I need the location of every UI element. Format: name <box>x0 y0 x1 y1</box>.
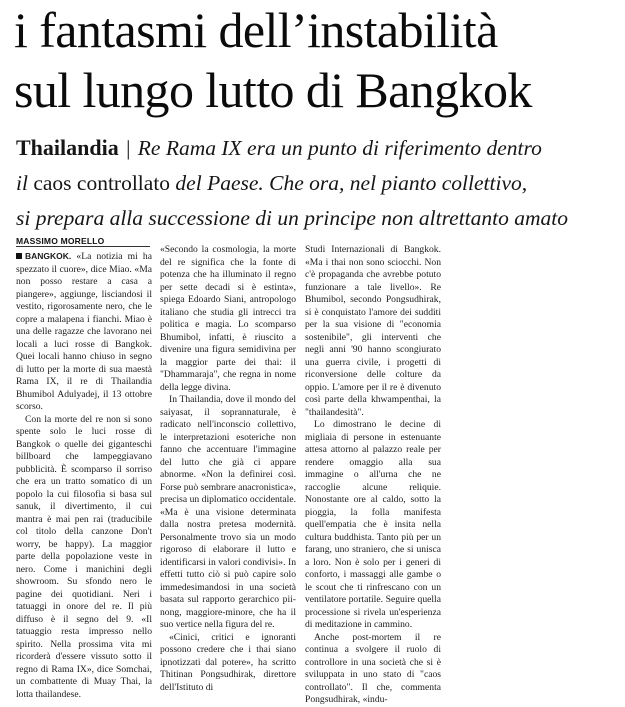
column-1 <box>16 250 152 701</box>
headline-line-2: sul lungo lutto di Bangkok <box>14 62 532 118</box>
paragraph: In Thailandia, dove il mondo del saiyasat, il soprannaturale, è radicato nell'inconscio collettivo, le interpretazioni esoteriche non fanno che accentuare l'immagine del lutto che già ci appare abnorme. «Non la definirei così. Forse può sembrare anacronistica», precisa un diplomatico occidentale. «Ma è una visione determinata dalla nostra pretesa modernità. Personalmente trovo sia un modo rigoroso di elaborare il lutto e identificarsi in valori condivisi». In effetti tutto ciò si può capire solo immedesimandosi in una società basata sul rapporto gerarchico pii-nong, maggiore-minore, che ha il suo vertice nella figura del re. <box>160 394 296 630</box>
deck <box>16 130 616 236</box>
deck-line-3: si prepara alla successione di un principe non altrettanto amato <box>16 206 568 230</box>
paragraph: «Cinici, critici e ignoranti possono credere che i thai siano ipnotizzati dal potere», ha scritto Thitinan Pongsudhirak, direttore dell'Istituto di <box>160 631 296 693</box>
paragraph: Studi Internazionali di Bangkok. «Ma i thai non sono sciocchi. Non c'è propaganda che avrebbe potuto funzionare a tale livello». Re Bhumibol, secondo Pongsudhirak, si è conquistato l'amore dei sudditi per la sua visione di "economia sostenibile", gli interventi che negli anni '90 hanno scongiurato una guerra civile, i progetti di riconversione delle colture da oppio. L'amore per il re è divenuto così parte della khwampenthai, la "thailandesità". <box>305 244 441 418</box>
paragraph <box>16 250 152 414</box>
column-2 <box>160 244 296 694</box>
deck-line-2-c: del Paese. Che ora, nel pianto collettivo, <box>175 171 528 195</box>
kicker-separator: | <box>126 136 131 160</box>
deck-line-2-a: il <box>16 171 28 195</box>
square-bullet-icon <box>16 253 22 259</box>
headline-line-1: i fantasmi dell’instabilità <box>14 2 498 58</box>
deck-line-1 <box>16 130 616 166</box>
paragraph: Con la morte del re non si sono spente solo le luci rosse di Bangkok o quelle dei giganteschi billboard che lampeggiavano pubblicità. È scomparso il sorriso che era un tratto somatico di un popolo la cui filosofia si basa sul sanuk, il divertimento, il cui mantra è mai pen rai (traducibile col titolo della canzone Don't worry, be happy). La maggior parte della popolazione veste in nero. Come i manichini degli showroom. Su sfondo nero le pagine dei quotidiani. Neri i tatuaggi in onore del re. Il più diffuso è il segno del 9. «Il tatuaggio resta impresso nello spirito. Nella prossima vita mi ricorderà d'essere vissuto sotto il regno di Rama IX», dice Somchai, un combattente di Muay Thai, la lotta thailandese. <box>16 413 152 700</box>
column-3 <box>305 244 441 707</box>
deck-line-2-b: caos controllato <box>27 171 176 195</box>
byline: MASSIMO MORELLO <box>16 236 105 246</box>
section-kicker: Thailandia <box>16 135 119 160</box>
byline-rule <box>16 246 150 247</box>
paragraph-text: «La notizia mi ha spezzato il cuore», dice Miao. «Ma non posso restare a casa a piangere», aggiunge, lisciandosi il vestito, rigorosamente nero, che le copre a malapena i fianchi. Miao è una delle ragazze che lavorano nei locali a luci rosse di Bangkok. Quei locali hanno chiuso in segno di lutto per la morte di sua maestà Rama IX, il re di Thailandia Bhumibol Adulyadej, il 13 ottobre scorso. <box>16 251 152 412</box>
deck-line-1-text: Re Rama IX era un punto di riferimento dentro <box>137 136 542 160</box>
dateline: BANGKOK. <box>25 251 72 261</box>
deck-line-2 <box>16 166 616 201</box>
headline <box>14 0 619 120</box>
paragraph: Anche post-mortem il re continua a svolgere il ruolo di controllore in una società che si è sviluppata in uno stato di "caos controllato". Il che, commenta Pongsudhirak, «indu- <box>305 631 441 705</box>
paragraph: «Secondo la cosmologia, la morte del re significa che la fonte di potenza che ha illuminato il regno per sette decadi si è estinta», spiega Edoardo Siani, antropologo italiano che studia gli intrecci tra politica e magia. Lo scomparso Bhumibol, infatti, è riuscito a divenire una figura semidivina per la maggior parte dei thai: il "Dhammaraja", che regna in nome della legge divina. <box>160 244 296 393</box>
paragraph: Lo dimostrano le decine di migliaia di persone in estenuante attesa attorno al palazzo reale per rendere omaggio alla sua immagine o all'urna che ne raccoglie alcune reliquie. Nonostante ore al caldo, sotto la pioggia, la folla manifesta quell'empatia che è insita nella cultura buddhista. Tanto più per un farang, uno straniero, che si unisca a loro. Non è solo per i generi di conforto, i massaggi alle gambe o le scout che ti rinfrescano con un ventilatore portatile. Seguire quella processione si rivela un'esperienza di meditazione in cammino. <box>305 419 441 630</box>
